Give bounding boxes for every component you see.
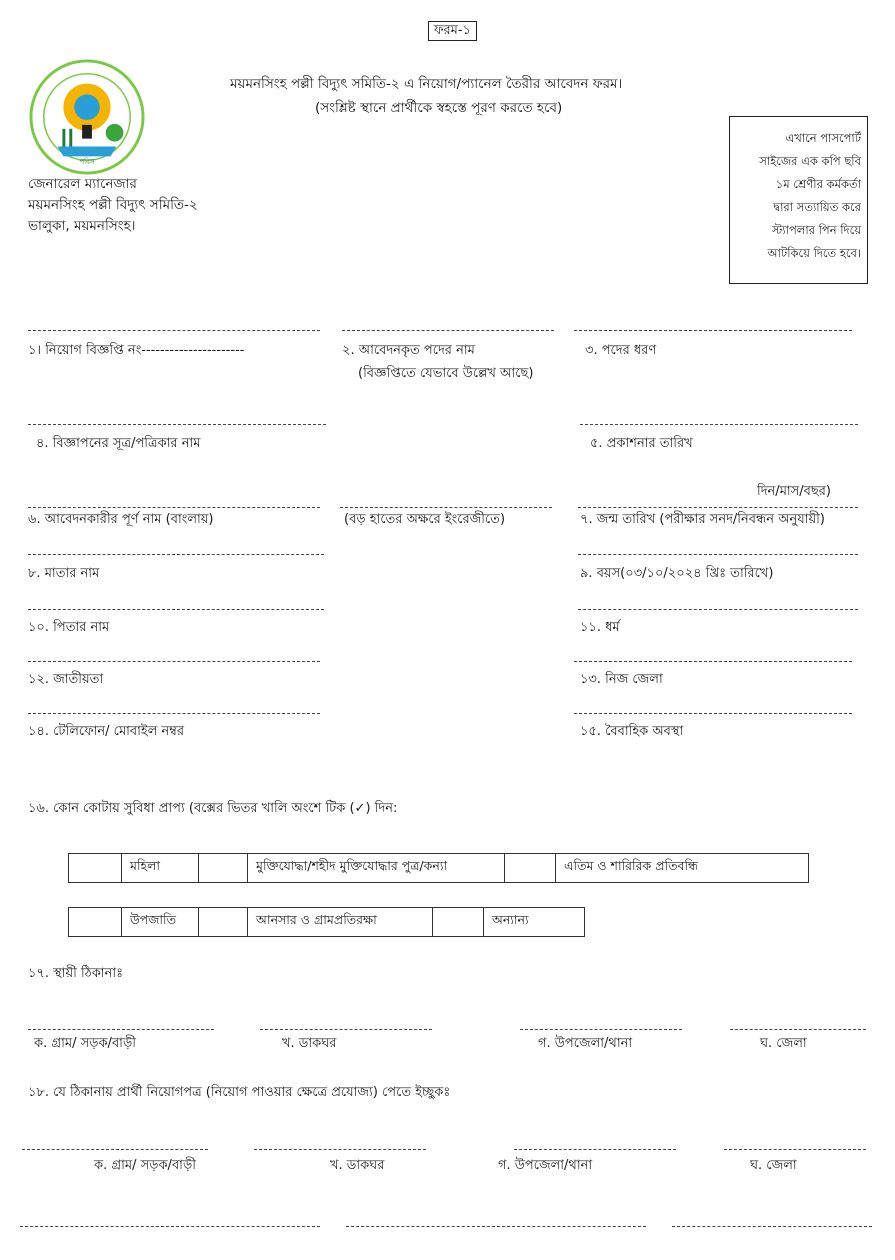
form-title: ময়মনসিংহ পল্লী বিদ্যুৎ সমিতি-২ এ নিয়োগ/প্যানেল তৈরীর আবেদন ফরম। bbox=[230, 76, 623, 92]
field-4-label: ৪. বিজ্ঞাপনের সূত্র/পত্রিকার নাম bbox=[36, 436, 201, 451]
field-7-line[interactable] bbox=[578, 507, 858, 508]
logo-inner-text: পবিস bbox=[79, 158, 95, 167]
field-14-line[interactable] bbox=[28, 713, 320, 714]
quota-checkbox-freedom-fighter[interactable] bbox=[199, 854, 248, 883]
field-7-label: ৭. জন্ম তারিখ (পরীক্ষার সনদ/নিবন্ধন অনুযায়ী) bbox=[580, 512, 825, 527]
photo-box-line: আটকিয়ে দিতে হবে। bbox=[767, 246, 861, 260]
pbs-logo bbox=[28, 58, 146, 176]
field-9-label: ৯. বয়স(০৩/১০/২০২৪ খ্রিঃ তারিখে) bbox=[580, 566, 774, 581]
photo-box-line: সাইজের এক কপি ছবি bbox=[759, 154, 861, 168]
field-2-sublabel: (বিজ্ঞপ্তিতে যেভাবে উল্লেখ আছে) bbox=[358, 366, 534, 381]
permanent-district-line[interactable] bbox=[730, 1029, 866, 1030]
mailing-village-label: ক. গ্রাম/ সড়ক/বাড়ী bbox=[94, 1158, 196, 1173]
photo-box[interactable] bbox=[729, 116, 868, 284]
bottom-line-3[interactable] bbox=[672, 1226, 872, 1227]
photo-box-line: দ্বারা সত্যায়িত করে bbox=[773, 200, 861, 214]
quota-checkbox-ansar[interactable] bbox=[199, 908, 248, 937]
mailing-upazila-line[interactable] bbox=[514, 1149, 676, 1150]
mailing-village-line[interactable] bbox=[22, 1149, 208, 1150]
field-6-en-label: (বড় হাতের অক্ষরে ইংরেজীতে) bbox=[344, 512, 506, 527]
field-6-line[interactable] bbox=[28, 507, 320, 508]
quota-option-female: মহিলা bbox=[122, 854, 199, 883]
date-format-hint: দিন/মাস/বছর) bbox=[757, 484, 831, 499]
quota-checkbox-tribal[interactable] bbox=[69, 908, 122, 937]
field-1-line[interactable] bbox=[28, 330, 320, 331]
quota-option-freedom-fighter: মুক্তিযোদ্ধা/শহীদ মুক্তিযোদ্ধার পুত্র/কন্যা bbox=[248, 854, 505, 883]
photo-box-line: এখানে পাসপোর্ট bbox=[785, 131, 861, 145]
mailing-district-line[interactable] bbox=[724, 1149, 866, 1150]
bottom-line-1[interactable] bbox=[20, 1226, 320, 1227]
address-line-1: জেনারেল ম্যানেজার bbox=[28, 176, 137, 192]
quota-table-row-2 bbox=[68, 907, 585, 937]
permanent-postoffice-line[interactable] bbox=[260, 1029, 432, 1030]
permanent-upazila-line[interactable] bbox=[520, 1029, 682, 1030]
field-13-label: ১৩. নিজ জেলা bbox=[580, 672, 663, 687]
field-11-label: ১১. ধর্ম bbox=[580, 620, 620, 635]
mailing-district-label: ঘ. জেলা bbox=[750, 1158, 797, 1173]
quota-option-tribal: উপজাতি bbox=[122, 908, 199, 937]
quota-label: ১৬. কোন কোটায় সুবিধা প্রাপ্য (বক্সের ভিতর খালি অংশে টিক (✓) দিন: bbox=[28, 801, 398, 816]
field-5-line[interactable] bbox=[580, 424, 858, 425]
quota-checkbox-others[interactable] bbox=[433, 908, 484, 937]
field-10-line[interactable] bbox=[28, 609, 324, 610]
field-2-line[interactable] bbox=[342, 330, 554, 331]
permanent-upazila-label: গ. উপজেলা/থানা bbox=[538, 1036, 633, 1051]
quota-option-ansar: আনসার ও গ্রামপ্রতিরক্ষা bbox=[248, 908, 433, 937]
field-8-line[interactable] bbox=[28, 554, 324, 555]
permanent-village-line[interactable] bbox=[28, 1029, 214, 1030]
bottom-line-2[interactable] bbox=[346, 1226, 646, 1227]
field-13-line[interactable] bbox=[574, 661, 852, 662]
field-3-label: ৩. পদের ধরণ bbox=[585, 343, 657, 358]
field-12-line[interactable] bbox=[28, 661, 320, 662]
quota-table-row-1 bbox=[68, 853, 809, 883]
field-6-label: ৬. আবেদনকারীর পূর্ণ নাম (বাংলায়) bbox=[28, 512, 214, 527]
photo-box-line: স্ট্যাপলার পিন দিয়ে bbox=[771, 223, 861, 237]
permanent-address-label: ১৭. স্থায়ী ঠিকানাঃ bbox=[28, 966, 124, 981]
quota-option-orphan-disabled: এতিম ও শারিরিক প্রতিবন্ধি bbox=[556, 854, 809, 883]
field-3-line[interactable] bbox=[574, 330, 852, 331]
quota-checkbox-orphan-disabled[interactable] bbox=[505, 854, 556, 883]
permanent-village-label: ক. গ্রাম/ সড়ক/বাড়ী bbox=[34, 1036, 136, 1051]
mailing-postoffice-line[interactable] bbox=[254, 1149, 426, 1150]
address-line-2: ময়মনসিংহ পল্লী বিদ্যুৎ সমিতি-২ bbox=[28, 197, 198, 213]
field-10-label: ১০. পিতার নাম bbox=[28, 620, 110, 635]
field-4-line[interactable] bbox=[28, 424, 326, 425]
field-11-line[interactable] bbox=[578, 609, 858, 610]
field-15-line[interactable] bbox=[574, 713, 852, 714]
field-14-label: ১৪. টেলিফোন/ মোবাইল নম্বর bbox=[28, 724, 185, 739]
address-line-3: ভালুকা, ময়মনসিংহ। bbox=[28, 218, 136, 234]
field-12-label: ১২. জাতীয়তা bbox=[28, 672, 104, 687]
field-15-label: ১৫. বৈবাহিক অবস্থা bbox=[580, 724, 684, 739]
mailing-address-label: ১৮. যে ঠিকানায় প্রার্থী নিয়োগপত্র (নিয়োগ পাওয়ার ক্ষেত্রে প্রযোজ্য) পেতে ইচ্ছুকঃ bbox=[28, 1085, 451, 1100]
field-1-label: ১। নিয়োগ বিজ্ঞপ্তি নং---------------------- bbox=[28, 343, 245, 358]
field-8-label: ৮. মাতার নাম bbox=[28, 566, 100, 581]
quota-checkbox-female[interactable] bbox=[69, 854, 122, 883]
quota-option-others: অন্যান্য bbox=[484, 908, 585, 937]
form-subtitle: (সংশ্লিষ্ট স্থানে প্রার্থীকে স্বহস্তে পূরণ করতে হবে) bbox=[315, 100, 563, 116]
form-number: ফরম-১ bbox=[428, 21, 477, 41]
photo-box-line: ১ম শ্রেণীর কর্মকর্তা bbox=[775, 177, 861, 191]
field-9-line[interactable] bbox=[578, 554, 858, 555]
mailing-postoffice-label: খ. ডাকঘর bbox=[330, 1158, 385, 1173]
field-2-label: ২. আবেদনকৃত পদের নাম bbox=[342, 343, 475, 358]
mailing-upazila-label: গ. উপজেলা/থানা bbox=[498, 1158, 593, 1173]
permanent-district-label: ঘ. জেলা bbox=[760, 1036, 807, 1051]
field-5-label: ৫. প্রকাশনার তারিখ bbox=[590, 436, 693, 451]
permanent-postoffice-label: খ. ডাকঘর bbox=[282, 1036, 337, 1051]
field-6-en-line[interactable] bbox=[340, 507, 552, 508]
